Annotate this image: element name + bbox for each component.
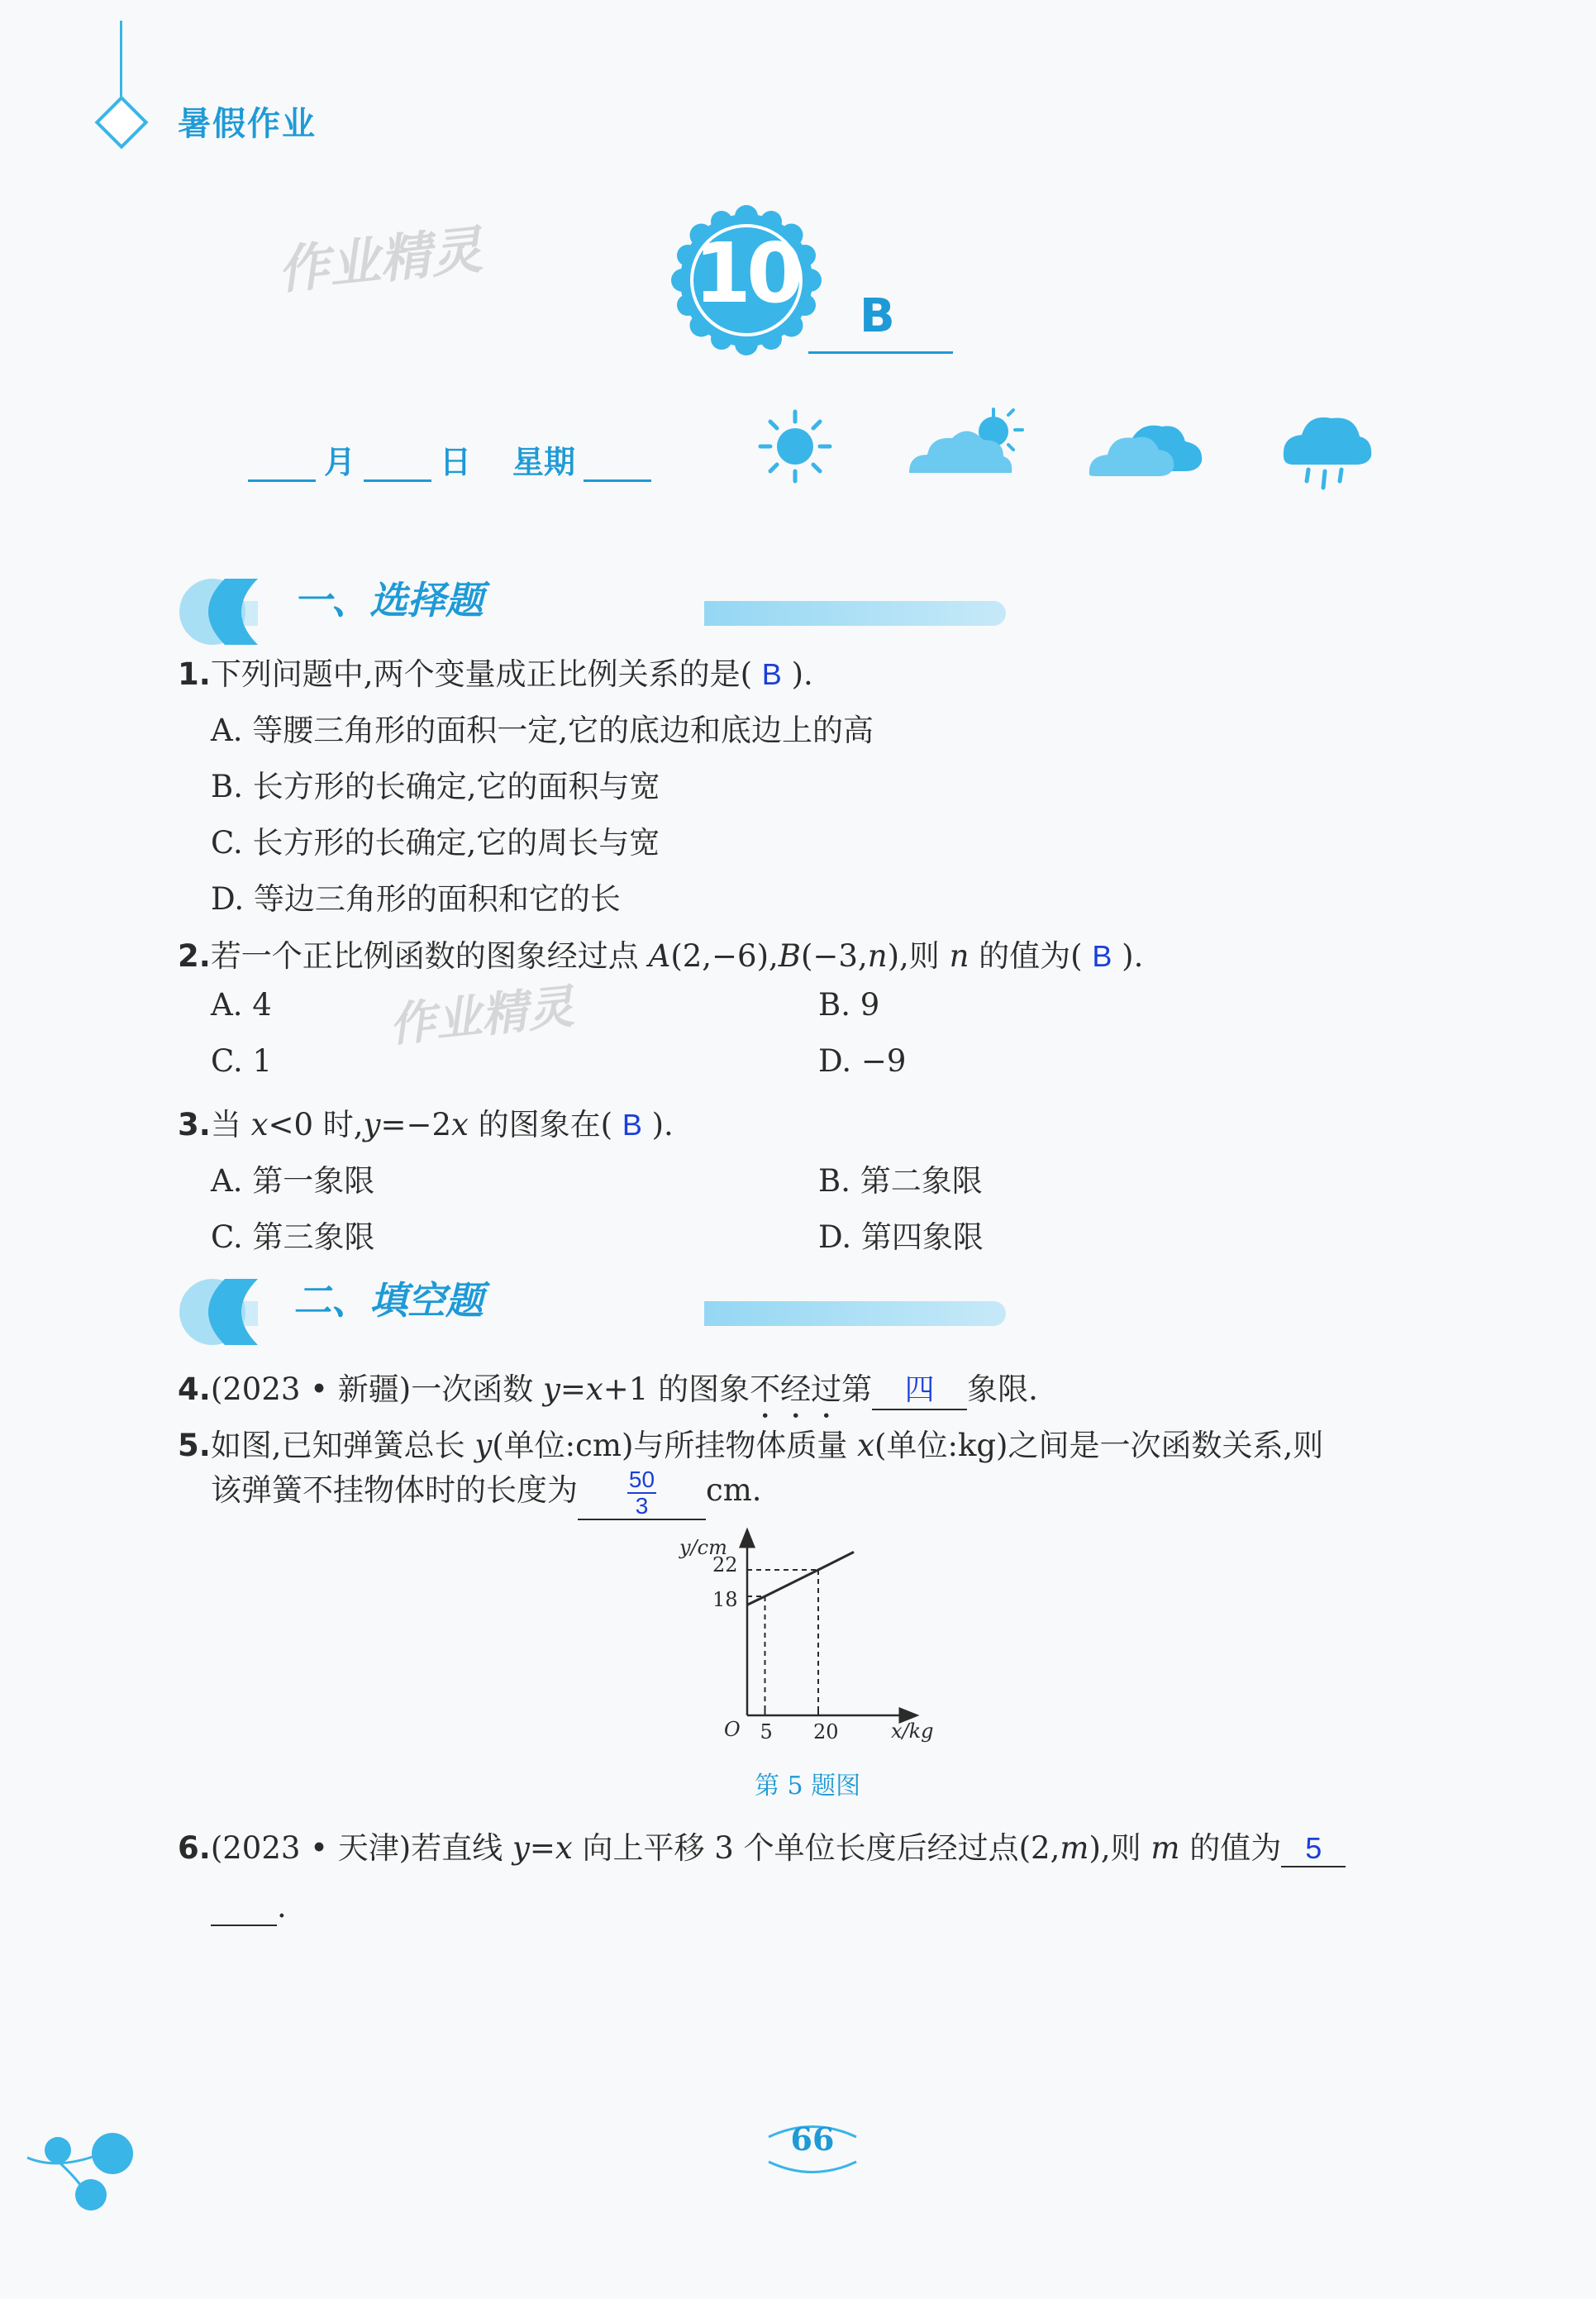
rain-icon[interactable] [1275, 405, 1374, 496]
option-b: B. 长方形的长确定,它的面积与宽 [211, 769, 660, 804]
badge-answer: B [860, 289, 895, 343]
sun-cloud-icon[interactable] [901, 405, 1033, 488]
option-a: A. 4 [211, 987, 272, 1023]
answer-2: B [1092, 939, 1112, 973]
figure-caption: 第 5 题图 [755, 1772, 861, 1801]
answer-4: 四 [904, 1372, 935, 1406]
option-c: C. 第三象限 [211, 1219, 375, 1255]
date-row [248, 436, 651, 482]
badge-number: 10 [693, 225, 799, 322]
y-tick-label: 22 [712, 1553, 738, 1576]
option-c: C. 1 [211, 1043, 273, 1079]
month-blank[interactable] [248, 446, 316, 482]
question-2: 2.若一个正比例函数的图象经过点 A(2,−6),B(−3,n),则 n 的值为( B ). [178, 938, 1144, 974]
sun-icon[interactable] [754, 405, 836, 488]
origin-label: O [724, 1718, 741, 1741]
section-title: 二、填空题 [293, 1278, 484, 1323]
weekday-blank[interactable] [584, 446, 651, 482]
question-6-line-2: . [211, 1889, 287, 1926]
option-a: A. 等腰三角形的面积一定,它的底边和底边上的高 [211, 713, 874, 748]
header-title: 暑假作业 [178, 105, 317, 143]
day-label: 日 [440, 444, 472, 480]
option-d: D. 等边三角形的面积和它的长 [211, 881, 621, 917]
option-d: D. −9 [818, 1043, 907, 1079]
answer-6: 5 [1305, 1831, 1322, 1865]
y-tick-label: 18 [712, 1588, 738, 1611]
page-number: 66 [790, 2120, 835, 2158]
question-5: 5.如图,已知弹簧总长 y(单位:cm)与所挂物体质量 x(单位:kg)之间是一次函数关系,则 [178, 1428, 1324, 1463]
option-a: A. 第一象限 [211, 1163, 375, 1199]
x-tick-label: 20 [813, 1720, 839, 1743]
answer-3: B [622, 1108, 642, 1142]
question-1: 1.下列问题中,两个变量成正比例关系的是( B ). [178, 656, 813, 692]
watermark: 作业精灵 [274, 219, 485, 301]
month-label: 月 [324, 444, 356, 480]
day-blank[interactable] [364, 446, 431, 482]
y-axis-label: y/cm [679, 1536, 727, 1559]
option-b: B. 9 [818, 987, 880, 1023]
diamond-icon [94, 95, 148, 149]
question-3: 3.当 x<0 时,y=−2x 的图象在( B ). [178, 1107, 674, 1142]
data-line [747, 1552, 854, 1605]
decorative-branch-icon [23, 2120, 147, 2211]
question-6: 6.(2023 • 天津)若直线 y=x 向上平移 3 个单位长度后经过点(2,m),则 m 的值为 5 [178, 1823, 1346, 1867]
section-title: 一、选择题 [293, 578, 484, 622]
answer-5: $\frac{50}{3}$ [628, 1466, 655, 1519]
question-4: 4.(2023 • 新疆)一次函数 y=x+1 的图象不经过第 四 象限. [178, 1364, 1038, 1425]
question-5-line-2: 该弹簧不挂物体时的长度为 $\frac{50}{3}$ cm. [211, 1466, 762, 1519]
option-c: C. 长方形的长确定,它的周长与宽 [211, 825, 660, 861]
option-b: B. 第二象限 [818, 1163, 983, 1199]
weekday-label: 星期 [512, 444, 576, 480]
cloudy-icon[interactable] [1083, 405, 1207, 488]
badge-underline [808, 351, 953, 354]
x-axis-label: x/kg [891, 1719, 934, 1743]
answer-1: B [761, 657, 782, 691]
option-d: D. 第四象限 [818, 1219, 984, 1255]
watermark: 作业精灵 [386, 980, 577, 1053]
emphasis-text: 不经过 [750, 1371, 842, 1407]
spring-length-chart [661, 1521, 959, 1761]
x-tick-label: 5 [760, 1720, 773, 1743]
